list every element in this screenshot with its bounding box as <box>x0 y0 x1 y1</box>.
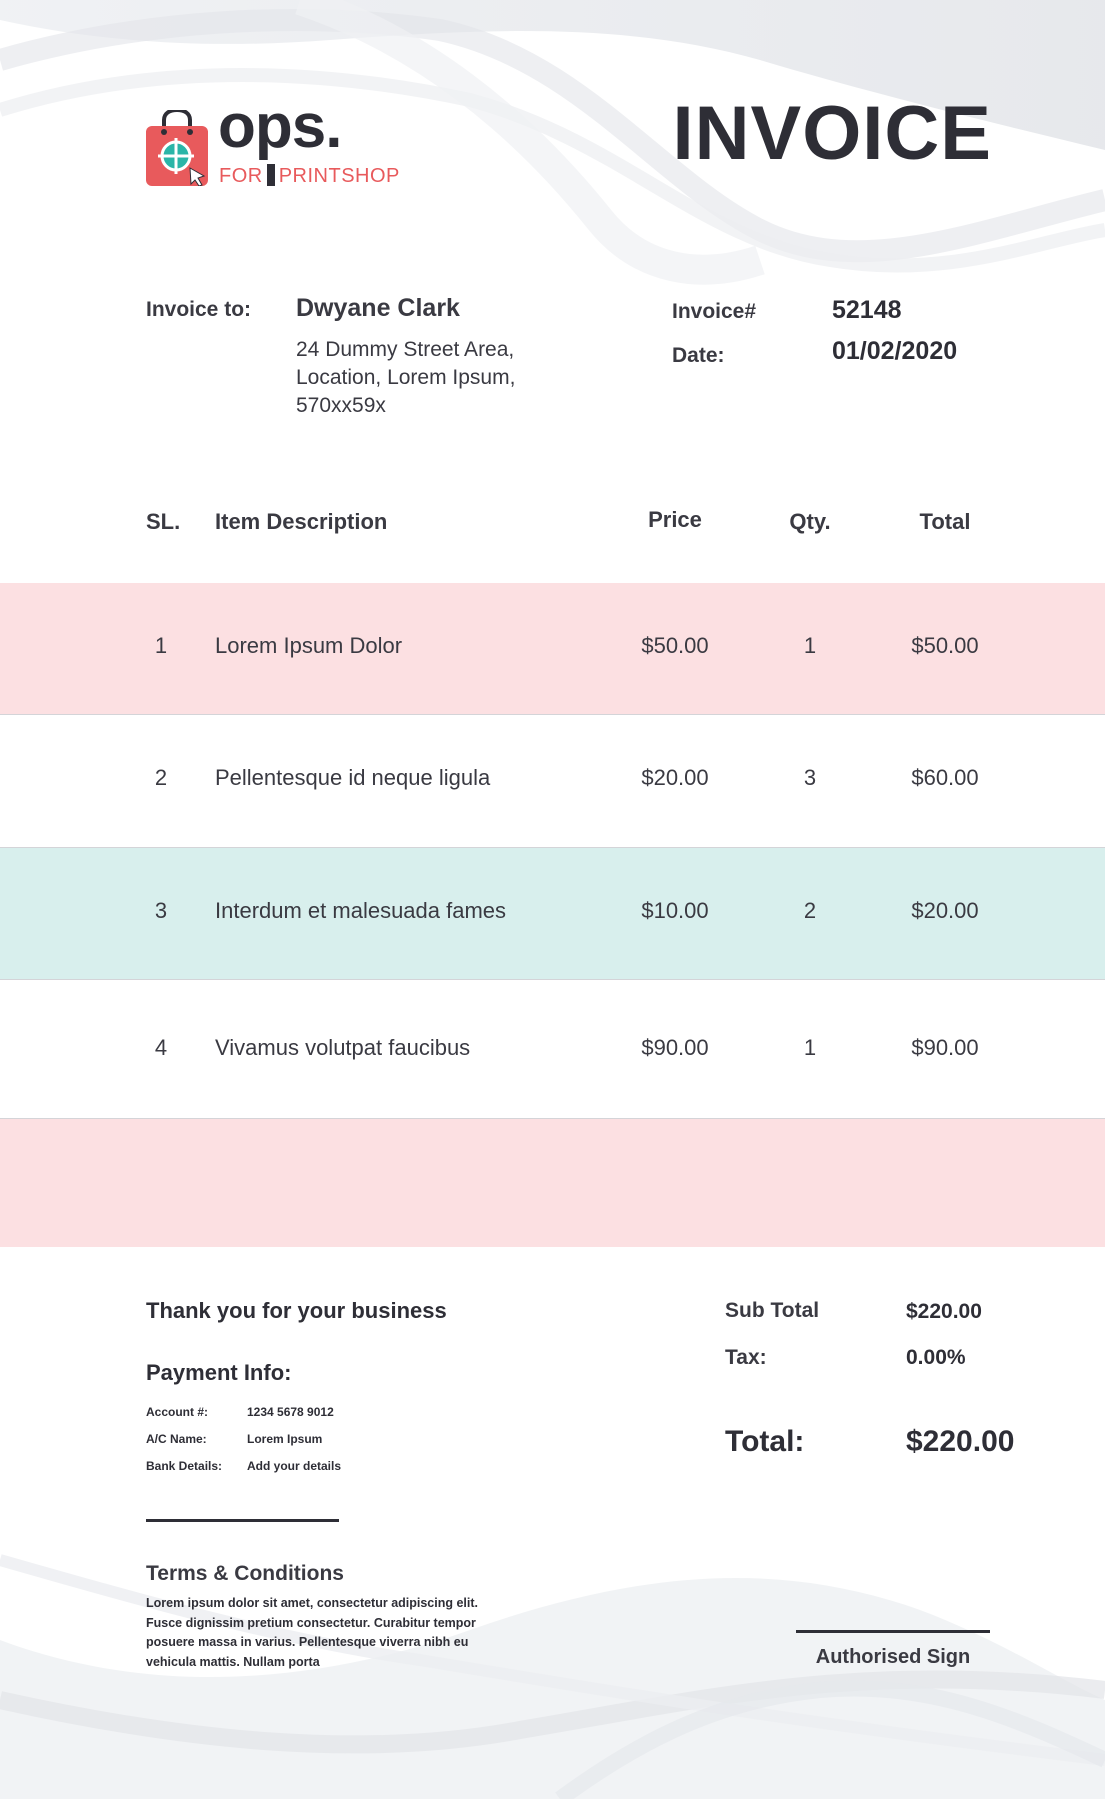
cell-description: Pellentesque id neque ligula <box>215 765 491 790</box>
grand-total-value: $220.00 <box>906 1425 1015 1458</box>
terms-line: Fusce dignissim pretium consectetur. Curabitur tempor <box>146 1615 476 1630</box>
table-row <box>0 583 1105 714</box>
cell-total: $20.00 <box>911 898 979 923</box>
cell-total: $90.00 <box>911 1035 979 1060</box>
payment-value: 1234 5678 9012 <box>247 1405 334 1419</box>
cell-qty: 3 <box>803 765 817 790</box>
payment-label: A/C Name: <box>146 1432 207 1446</box>
cell-total: $50.00 <box>911 633 979 658</box>
terms-line: Lorem ipsum dolor sit amet, consectetur adipiscing elit. <box>146 1596 479 1610</box>
brand-logo <box>146 92 406 190</box>
invoice-to-label: Invoice to: <box>146 298 252 321</box>
address-line: Location, Lorem Ipsum, <box>296 366 516 389</box>
payment-label: Account #: <box>146 1405 209 1419</box>
cell-price: $10.00 <box>641 898 709 923</box>
address-line: 24 Dummy Street Area, <box>296 338 515 361</box>
client-address <box>296 336 515 420</box>
payment-value: Lorem Ipsum <box>247 1432 323 1446</box>
table-empty-row <box>0 1119 1105 1247</box>
brand-tagline-for: FOR <box>219 165 263 187</box>
tax-value: 0.00% <box>906 1346 966 1369</box>
cell-total: $60.00 <box>911 765 979 790</box>
client-name: Dwyane Clark <box>296 294 460 322</box>
cell-sl: 2 <box>154 765 168 790</box>
payment-label: Bank Details: <box>146 1459 223 1473</box>
terms-title: Terms & Conditions <box>146 1562 344 1585</box>
payment-value: Add your details <box>247 1459 342 1473</box>
table-row <box>0 715 1105 846</box>
col-header-description: Item Description <box>215 509 388 534</box>
authorised-sign-label: Authorised Sign <box>815 1646 971 1668</box>
section-divider <box>146 1519 339 1522</box>
grand-total-label: Total: <box>725 1425 805 1458</box>
address-line: 570xx59x <box>296 394 386 417</box>
brand-tagline-printshop: PRINTSHOP <box>278 165 400 187</box>
signature-line <box>796 1630 990 1633</box>
terms-body <box>146 1594 516 1672</box>
cell-description: Lorem Ipsum Dolor <box>215 633 403 658</box>
invoice-title: INVOICE <box>672 91 992 176</box>
cell-description: Vivamus volutpat faucibus <box>215 1035 471 1060</box>
subtotal-value: $220.00 <box>906 1300 982 1323</box>
tax-label: Tax: <box>725 1346 767 1369</box>
col-header-qty: Qty. <box>789 509 831 534</box>
col-header-price: Price <box>648 507 702 532</box>
subtotal-label: Sub Total <box>725 1299 820 1322</box>
cell-sl: 3 <box>154 898 168 923</box>
date-label: Date: <box>672 344 725 367</box>
shopping-bag-crosshair-icon <box>146 110 208 186</box>
col-header-sl: SL. <box>146 509 181 534</box>
table-row <box>0 980 1105 1118</box>
cell-sl: 4 <box>154 1035 168 1060</box>
terms-line: posuere massa in varius. Pellentesque viverra nibh eu <box>146 1635 469 1649</box>
invoice-number: 52148 <box>832 296 902 324</box>
table-row <box>0 848 1105 979</box>
cell-price: $20.00 <box>641 765 709 790</box>
cell-qty: 1 <box>803 633 817 658</box>
cell-price: $90.00 <box>641 1035 709 1060</box>
cell-price: $50.00 <box>641 633 709 658</box>
cell-qty: 2 <box>803 898 817 923</box>
cell-description: Interdum et malesuada fames <box>215 898 507 923</box>
col-header-total: Total <box>919 509 971 534</box>
thank-you-message: Thank you for your business <box>146 1298 447 1323</box>
brand-tagline <box>219 164 400 188</box>
invoice-date: 01/02/2020 <box>832 337 958 365</box>
terms-line: vehicula mattis. Nullam porta <box>146 1654 320 1669</box>
cell-qty: 1 <box>803 1035 817 1060</box>
brand-wordmark: ops. <box>218 92 342 161</box>
payment-info-title: Payment Info: <box>146 1360 292 1385</box>
tagline-separator <box>267 164 275 186</box>
cell-sl: 1 <box>154 633 168 658</box>
invoice-number-label: Invoice# <box>672 300 757 323</box>
